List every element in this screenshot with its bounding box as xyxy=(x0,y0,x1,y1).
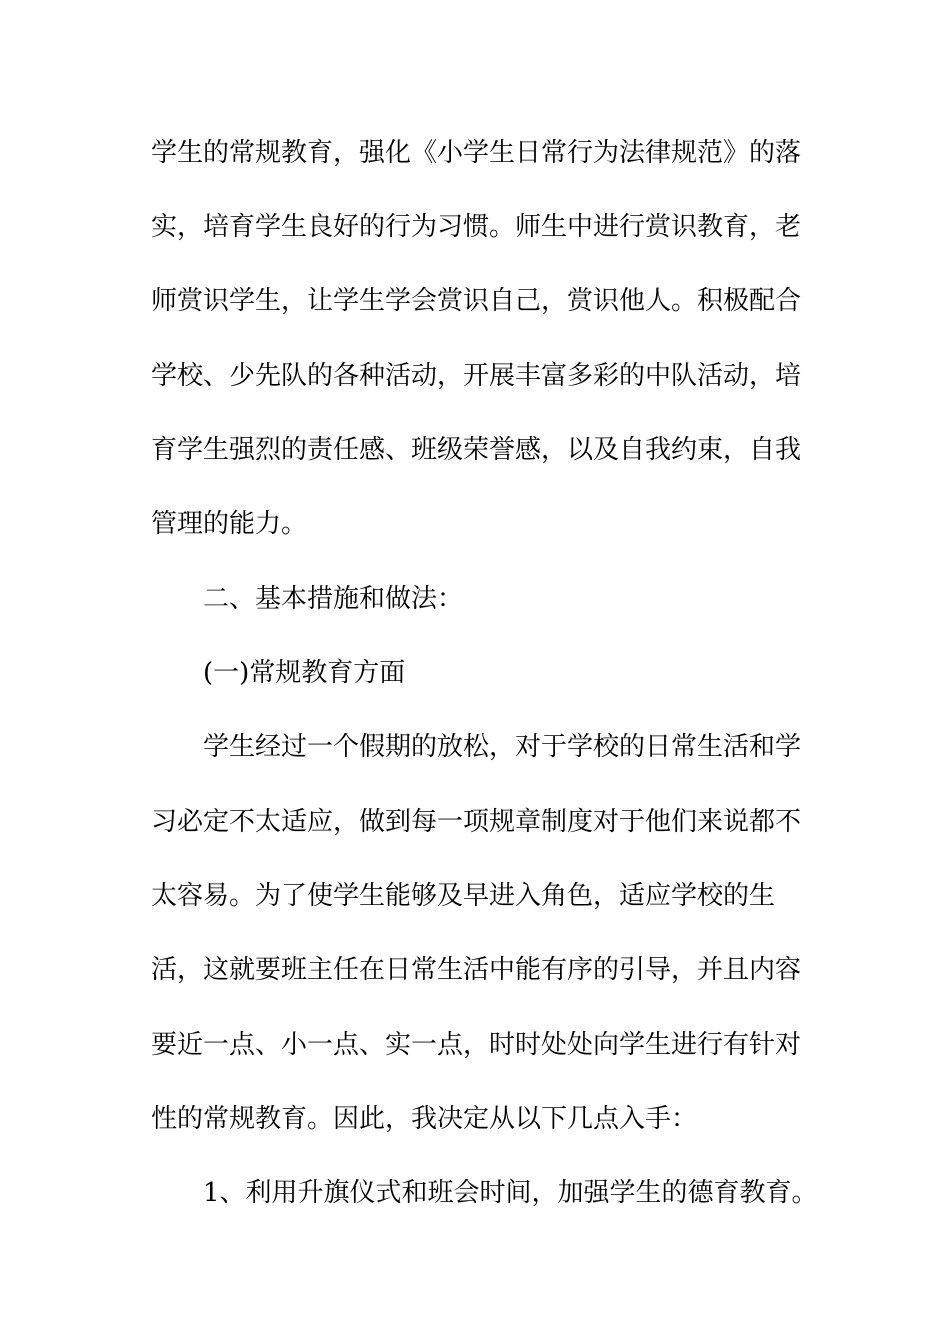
paragraph-first-line: 学生经过一个假期的放松，对于学校的日常生活和学 xyxy=(203,732,802,762)
body-text-line: 性的常规教育。因此，我决定从以下几点入手： xyxy=(151,1104,698,1134)
body-text-line: 活，这就要班主任在日常生活中能有序的引导，并且内容 xyxy=(151,955,802,985)
body-text-line: 管理的能力。 xyxy=(151,509,308,539)
body-text-line: 师赏识学生，让学生学会赏识自己，赏识他人。积极配合 xyxy=(151,286,802,316)
body-text-line: 实，培育学生良好的行为习惯。师生中进行赏识教育，老 xyxy=(151,212,802,242)
body-text-line: 学生的常规教育，强化《小学生日常行为法律规范》的落 xyxy=(151,138,802,168)
body-text-line: 太容易。为了使学生能够及早进入角色，适应学校的生 xyxy=(151,881,776,911)
body-text-line: 习必定不太适应，做到每一项规章制度对于他们来说都不 xyxy=(151,807,802,837)
numbered-item: 1、利用升旗仪式和班会时间，加强学生的德育教育。 xyxy=(203,1178,818,1208)
body-text-line: 学校、少先队的各种活动，开展丰富多彩的中队活动，培 xyxy=(151,361,802,391)
subsection-heading: (一)常规教育方面 xyxy=(203,658,406,688)
body-text-line: 要近一点、小一点、实一点，时时处处向学生进行有针对 xyxy=(151,1030,802,1060)
body-text-line: 育学生强烈的责任感、班级荣誉感，以及自我约束，自我 xyxy=(151,435,802,465)
section-heading: 二、基本措施和做法： xyxy=(203,584,464,614)
